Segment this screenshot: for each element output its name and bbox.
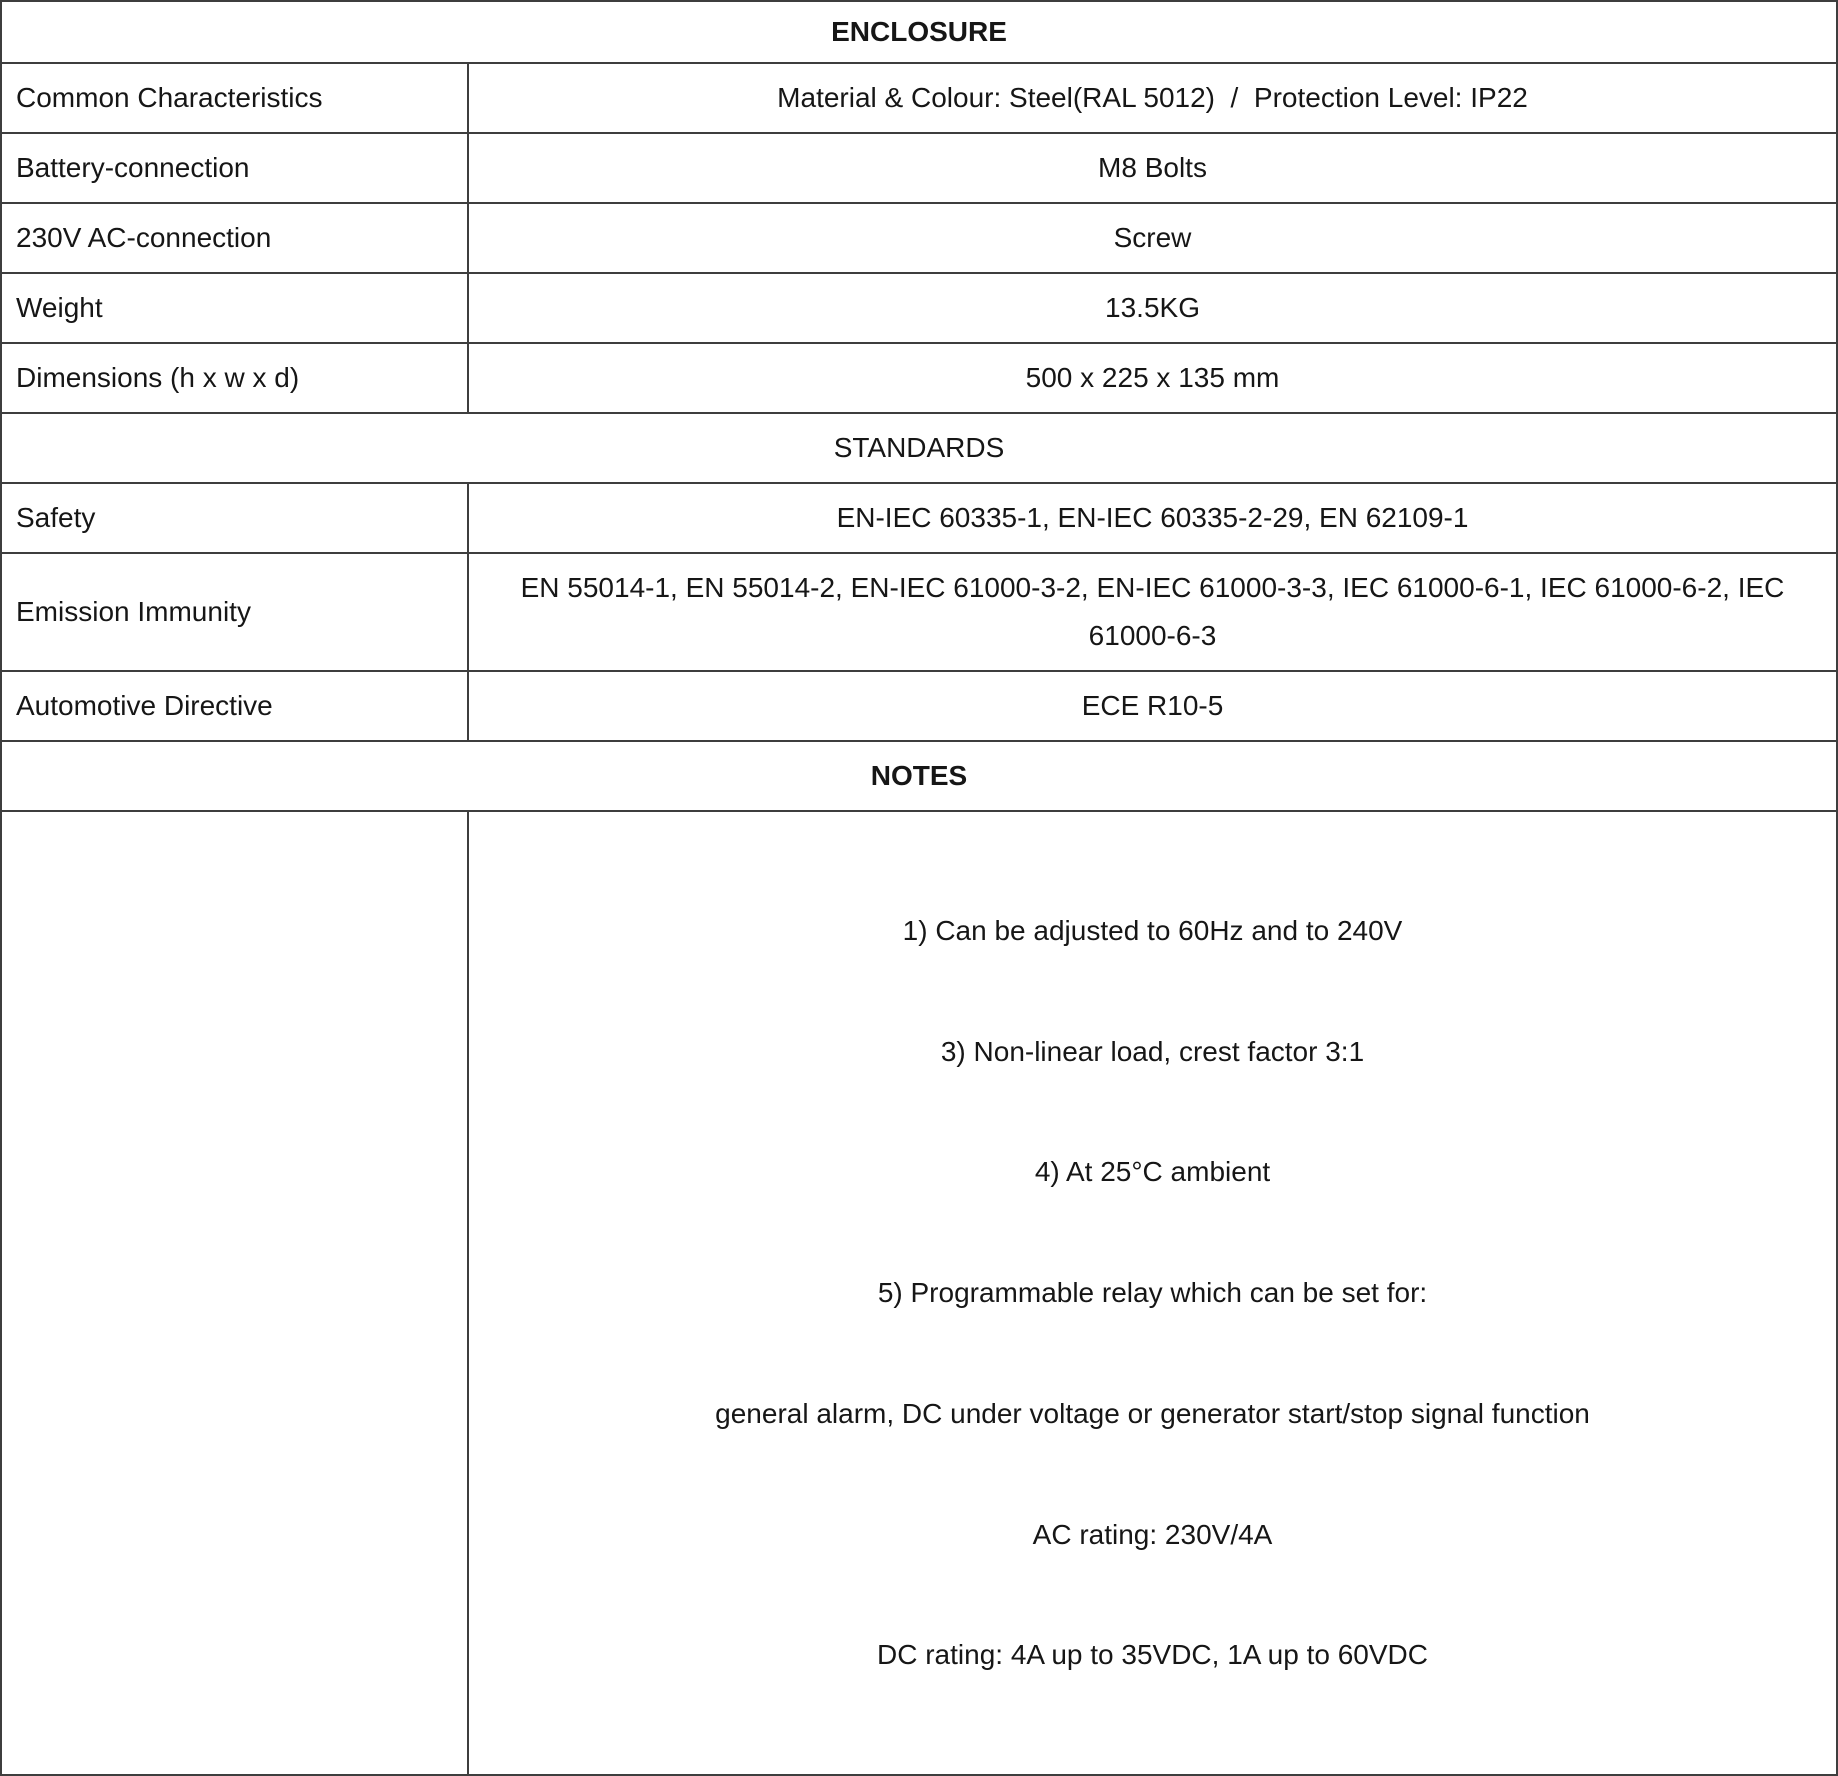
spec-label-automotive-directive: Automotive Directive bbox=[1, 671, 468, 741]
section-title-standards: STANDARDS bbox=[1, 413, 1837, 483]
spec-label-emission-immunity: Emission Immunity bbox=[1, 553, 468, 671]
spec-value-weight: 13.5KG bbox=[468, 273, 1837, 343]
spec-row-common-characteristics bbox=[1, 63, 1837, 133]
note-line: general alarm, DC under voltage or generator start/stop signal function bbox=[715, 1397, 1590, 1429]
notes-content bbox=[468, 811, 1837, 1775]
section-header-notes bbox=[1, 741, 1837, 811]
notes-empty-label bbox=[1, 811, 468, 1775]
spec-row-automotive-directive bbox=[1, 671, 1837, 741]
note-line: DC rating: 4A up to 35VDC, 1A up to 60VDC bbox=[877, 1639, 1428, 1671]
note-line: AC rating: 230V/4A bbox=[1032, 1518, 1273, 1550]
section-header-standards bbox=[1, 413, 1837, 483]
section-header-enclosure bbox=[1, 1, 1837, 63]
note-line: 5) Programmable relay which can be set for: bbox=[877, 1277, 1428, 1309]
spec-value-automotive-directive: ECE R10-5 bbox=[468, 671, 1837, 741]
spec-value-common-characteristics: Material & Colour: Steel(RAL 5012) / Protection Level: IP22 bbox=[468, 63, 1837, 133]
spec-value-emission-immunity: EN 55014-1, EN 55014-2, EN-IEC 61000-3-2, EN-IEC 61000-3-3, IEC 61000-6-1, IEC 61000-6-2, IEC 61000-6-3 bbox=[468, 553, 1837, 671]
section-title-notes: NOTES bbox=[1, 741, 1837, 811]
notes-row bbox=[1, 811, 1837, 1775]
note-line: 1) Can be adjusted to 60Hz and to 240V bbox=[902, 914, 1403, 946]
spec-row-dimensions bbox=[1, 343, 1837, 413]
spec-row-emission-immunity bbox=[1, 553, 1837, 671]
section-title-enclosure: ENCLOSURE bbox=[1, 1, 1837, 63]
spec-value-ac-connection: Screw bbox=[468, 203, 1837, 273]
spec-value-safety: EN-IEC 60335-1, EN-IEC 60335-2-29, EN 62109-1 bbox=[468, 483, 1837, 553]
spec-row-weight bbox=[1, 273, 1837, 343]
spec-value-dimensions: 500 x 225 x 135 mm bbox=[468, 343, 1837, 413]
spec-label-weight: Weight bbox=[1, 273, 468, 343]
spec-label-safety: Safety bbox=[1, 483, 468, 553]
spec-label-dimensions: Dimensions (h x w x d) bbox=[1, 343, 468, 413]
spec-row-safety bbox=[1, 483, 1837, 553]
spec-label-ac-connection: 230V AC-connection bbox=[1, 203, 468, 273]
spec-label-battery-connection: Battery-connection bbox=[1, 133, 468, 203]
note-line: 4) At 25°C ambient bbox=[1034, 1156, 1271, 1188]
note-line: 3) Non-linear load, crest factor 3:1 bbox=[940, 1035, 1365, 1067]
spec-row-battery-connection bbox=[1, 133, 1837, 203]
spec-label-common-characteristics: Common Characteristics bbox=[1, 63, 468, 133]
spec-row-ac-connection bbox=[1, 203, 1837, 273]
spec-value-battery-connection: M8 Bolts bbox=[468, 133, 1837, 203]
